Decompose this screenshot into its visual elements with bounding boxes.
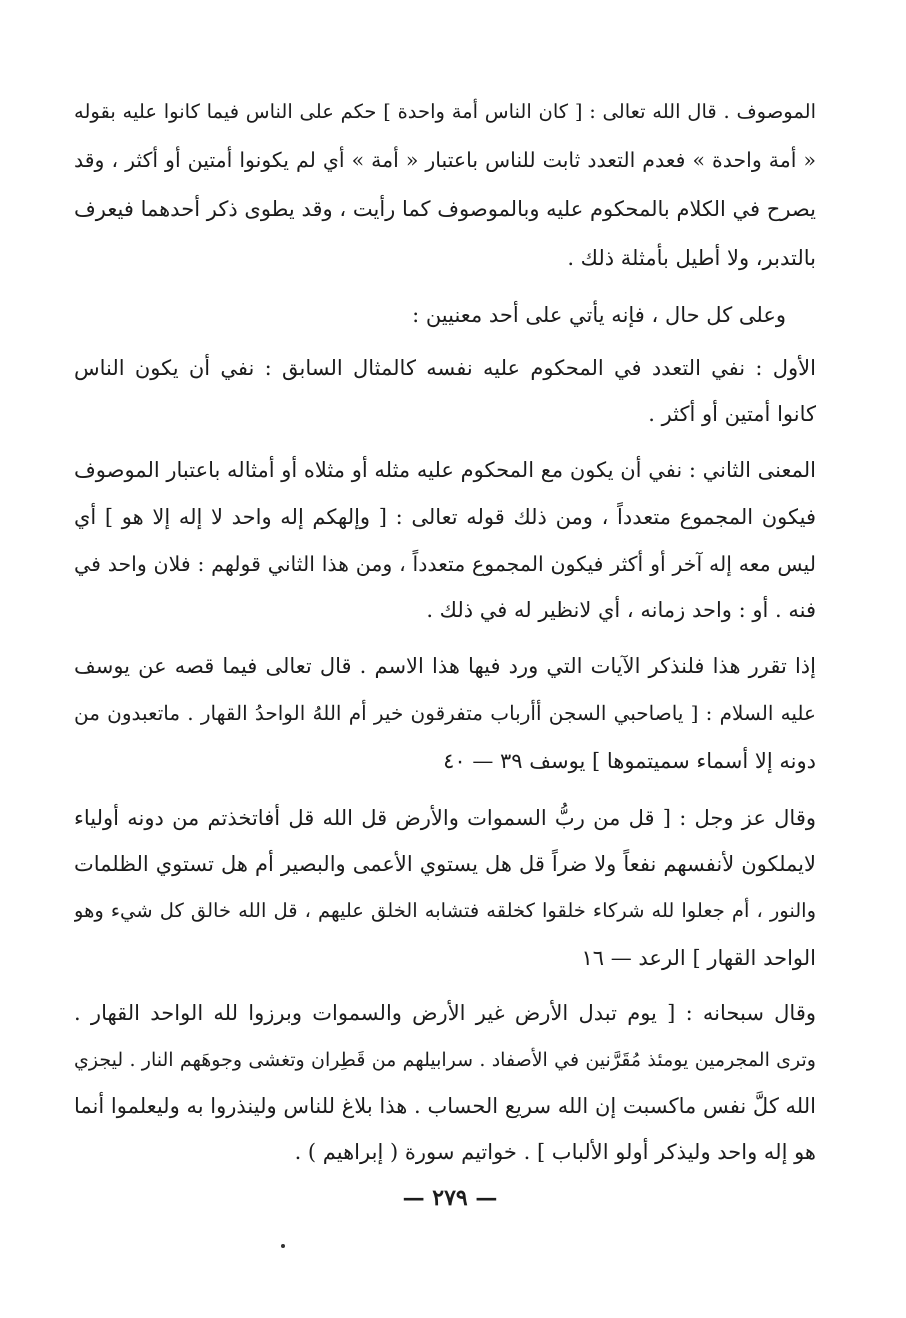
- text-line: وعلى كل حال ، فإنه يأتي على أحد معنيين :: [412, 303, 786, 327]
- text-line: الواحد القهار ] الرعد — ١٦: [581, 946, 816, 970]
- text-line: المعنى الثاني : نفي أن يكون مع المحكوم عليه مثله أو مثلاه أو أمثاله باعتبار الموصوف: [74, 458, 816, 482]
- text-line: الموصوف . قال الله تعالى : [ كان الناس أمة واحدة ] حكم على الناس فيما كانوا عليه بقوله: [74, 100, 816, 123]
- text-line: هو إله واحد وليذكر أولو الألباب ] . خواتيم سورة ( إبراهيم ) .: [294, 1140, 816, 1164]
- text-line: « أمة واحدة » فعدم التعدد ثابت للناس باعتبار « أمة » أي لم يكونوا أمتين أو أكثر ، وقد: [74, 148, 816, 172]
- text-line: فنه . أو : واحد زمانه ، أي لانظير له في ذلك .: [426, 598, 816, 622]
- text-line: الله كلَّ نفس ماكسبت إن الله سريع الحساب . هذا بلاغ للناس ولينذروا به وليعلموا أنما: [74, 1094, 816, 1118]
- text-line: والنور ، أم جعلوا لله شركاء خلقوا كخلقه فتشابه الخلق عليهم ، قل الله خالق كل شيء وهو: [74, 899, 816, 922]
- text-line: دونه إلا أسماء سميتموها ] يوسف ٣٩ — ٤٠: [443, 749, 816, 773]
- page-number: — ٢٧٩ —: [402, 1185, 498, 1211]
- text-line: بالتدبر، ولا أطيل بأمثلة ذلك .: [567, 246, 816, 270]
- scan-speck: [281, 1244, 285, 1248]
- text-line: وقال عز وجل : [ قل من ربُّ السموات والأرض قل الله قل أفاتخذتم من دونه أولياء: [74, 806, 816, 830]
- text-line: الأول : نفي التعدد في المحكوم عليه نفسه كالمثال السابق : نفي أن يكون الناس: [74, 356, 816, 380]
- text-line: كانوا أمتين أو أكثر .: [648, 402, 816, 426]
- text-line: ليس معه إله آخر أو أكثر فيكون المجموع متعدداً ، ومن هذا الثاني قولهم : فلان واحد في: [74, 552, 816, 576]
- text-line: عليه السلام : [ ياصاحبي السجن أأرباب متفرقون خير أم اللهُ الواحدُ القهار . ماتعبدون من: [74, 701, 816, 725]
- text-line: لايملكون لأنفسهم نفعاً ولا ضراً قل هل يستوي الأعمى والبصير أم هل تستوي الظلمات: [74, 852, 816, 876]
- text-line: إذا تقرر هذا فلنذكر الآيات التي ورد فيها هذا الاسم . قال تعالى فيما قصه عن يوسف: [74, 654, 816, 678]
- text-line: وترى المجرمين يومئذ مُقَرَّنين في الأصفاد . سرابيلهم من قَطِران وتغشى وجوهَهم النار . ليجزي: [74, 1049, 816, 1071]
- text-line: فيكون المجموع متعدداً ، ومن ذلك قوله تعالى : [ وإلهكم إله واحد لا إله إلا هو ] أي: [74, 505, 816, 529]
- text-line: وقال سبحانه : [ يوم تبدل الأرض غير الأرض والسموات وبرزوا لله الواحد القهار .: [74, 1001, 816, 1025]
- text-line: يصرح في الكلام بالمحكوم عليه وبالموصوف كما رأيت ، وقد يطوى ذكر أحدهما فيعرف: [74, 197, 816, 221]
